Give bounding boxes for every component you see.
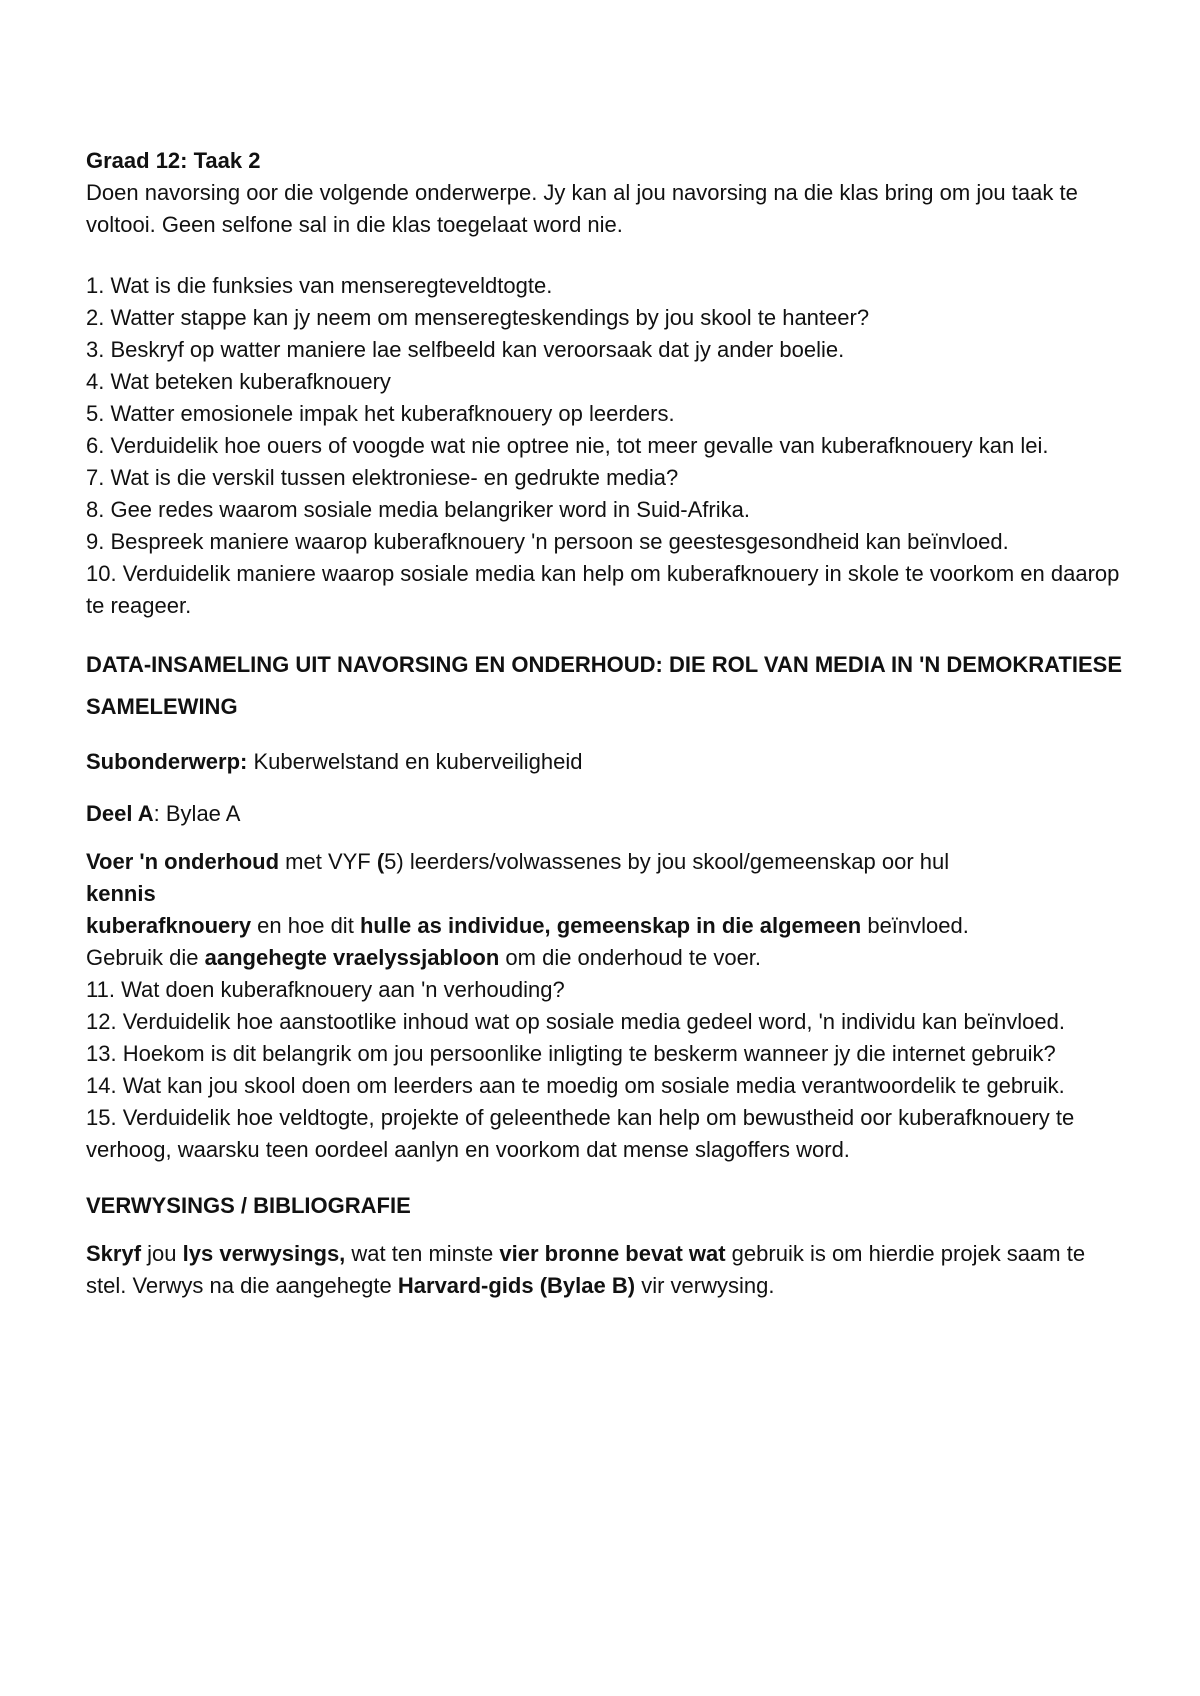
list-item: 12. Verduidelik hoe aanstootlike inhoud wat op sosiale media gedeel word, 'n individu kan beïnvloed.	[86, 1009, 1065, 1034]
subtopic-label: Subonderwerp:	[86, 749, 248, 774]
references-heading: VERWYSINGS / BIBLIOGRAFIE	[86, 1193, 411, 1218]
references-paragraph: Skryf jou lys verwysings, wat ten minste vier bronne bevat wat gebruik is om hierdie projek saam te stel. Verwys na die aangehegte Harvard-gids (Bylae B) vir verwysing.	[86, 1241, 1086, 1298]
subtopic-line	[86, 746, 1126, 778]
section-heading: DATA-INSAMELING UIT NAVORSING EN ONDERHOUD: DIE ROL VAN MEDIA IN 'N DEMOKRATIESE SAMELEWING	[86, 652, 1122, 719]
question-list-part2	[86, 974, 1126, 1166]
list-item: 8. Gee redes waarom sosiale media belangriker word in Suid-Afrika.	[86, 497, 750, 522]
list-item: 13. Hoekom is dit belangrik om jou persoonlike inligting te beskerm wanneer jy die internet gebruik?	[86, 1041, 1056, 1066]
list-item: 4. Wat beteken kuberafknouery	[86, 369, 391, 394]
list-item: 3. Beskryf op watter maniere lae selfbeeld kan veroorsaak dat jy ander boelie.	[86, 337, 845, 362]
list-item: 10. Verduidelik maniere waarop sosiale media kan help om kuberafknouery in skole te voorkom en daarop te reageer.	[86, 561, 1120, 618]
list-item: 2. Watter stappe kan jy neem om menseregteskendings by jou skool te hanteer?	[86, 305, 870, 330]
document-page	[86, 145, 1126, 1324]
list-item: 6. Verduidelik hoe ouers of voogde wat nie optree nie, tot meer gevalle van kuberafknouery kan lei.	[86, 433, 1049, 458]
list-item: 11. Wat doen kuberafknouery aan 'n verhouding?	[86, 977, 565, 1002]
intro-paragraph: Doen navorsing oor die volgende onderwerpe. Jy kan al jou navorsing na die klas bring om jou taak te voltooi. Geen selfone sal in die klas toegelaat word nie.	[86, 180, 1078, 237]
list-item: 14. Wat kan jou skool doen om leerders aan te moedig om sosiale media verantwoordelik te gebruik.	[86, 1073, 1065, 1098]
document-title: Graad 12: Taak 2	[86, 148, 261, 173]
list-item: 5. Watter emosionele impak het kuberafknouery op leerders.	[86, 401, 675, 426]
question-list-part1	[86, 270, 1126, 622]
part-line	[86, 798, 1126, 830]
list-item: 15. Verduidelik hoe veldtogte, projekte of geleenthede kan help om bewustheid oor kuberafknouery te verhoog, waarsku teen oordeel aanlyn en voorkom dat mense slagoffers word.	[86, 1105, 1075, 1162]
list-item: 9. Bespreek maniere waarop kuberafknouery 'n persoon se geestesgesondheid kan beïnvloed.	[86, 529, 1009, 554]
interview-instructions: Voer 'n onderhoud met VYF (5) leerders/volwassenes by jou skool/gemeenskap oor hul kennis kuberafknouery en hoe dit hulle as individue, gemeenskap in die algemeen beïnvloed. Gebruik die aangehegte vraelyssjabloon om die onderhoud te voer.	[86, 849, 969, 970]
part-value: : Bylae A	[153, 801, 241, 826]
spacer	[86, 241, 1126, 270]
list-item: 1. Wat is die funksies van menseregteveldtogte.	[86, 273, 553, 298]
list-item: 7. Wat is die verskil tussen elektroniese- en gedrukte media?	[86, 465, 679, 490]
subtopic-value: Kuberwelstand en kuberveiligheid	[247, 749, 583, 774]
part-label: Deel A	[86, 801, 154, 826]
